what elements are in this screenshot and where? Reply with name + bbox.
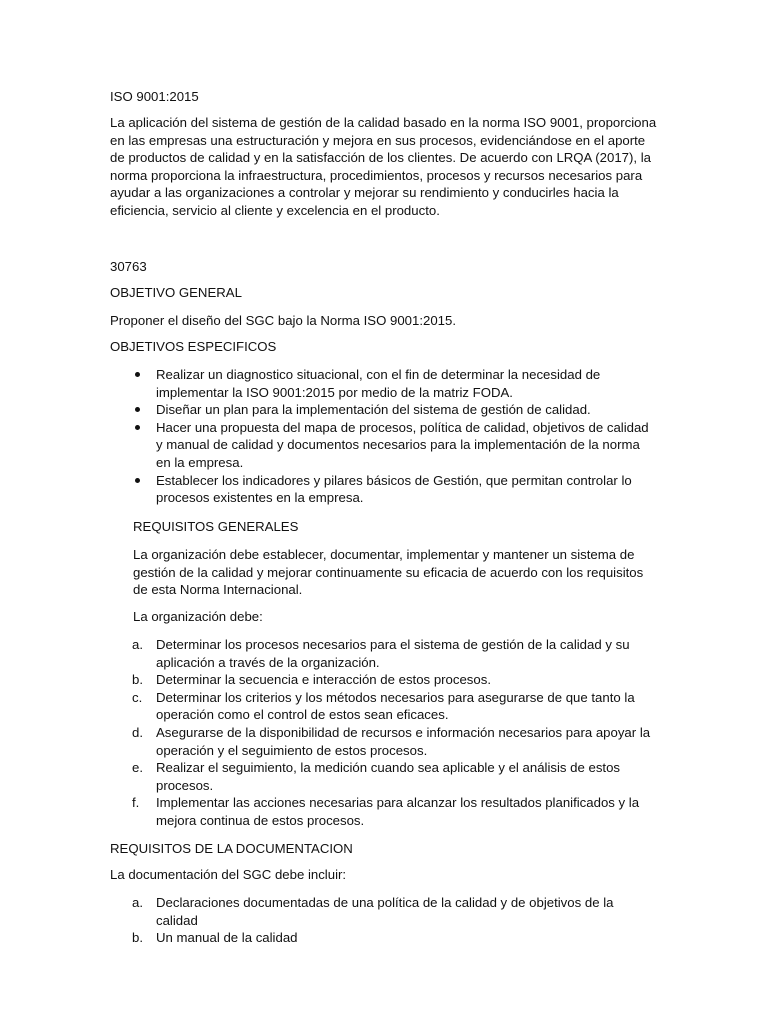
list-item — [110, 929, 658, 947]
list-item — [110, 894, 658, 929]
list-item-text: Determinar los procesos necesarios para el sistema de gestión de la calidad y su aplicación a través de la organización. — [156, 637, 630, 670]
list-item — [110, 401, 658, 419]
list-item-text: Determinar la secuencia e interacción de estos procesos. — [156, 672, 491, 688]
list-item — [110, 472, 658, 507]
list-item-text: Un manual de la calidad — [156, 930, 298, 946]
specific-objectives-heading: OBJETIVOS ESPECIFICOS — [110, 339, 277, 354]
bullet-icon — [135, 407, 140, 412]
list-marker: b. — [132, 672, 143, 688]
documentation-requirements-text: La documentación del SGC debe incluir: — [110, 867, 347, 882]
list-marker: a. — [132, 895, 143, 910]
list-item — [110, 689, 658, 724]
document-title: ISO 9001:2015 — [110, 89, 199, 104]
list-marker: c. — [132, 689, 143, 705]
general-objective-text: Proponer el diseño del SGC bajo la Norma ISO 9001:2015. — [110, 313, 457, 328]
list-marker: e. — [132, 760, 143, 776]
organization-must-label: La organización debe: — [133, 609, 263, 624]
documentation-requirements-list — [110, 894, 658, 947]
list-item-text: Establecer los indicadores y pilares básicos de Gestión, que permitan controlar lo procesos existentes en la empresa. — [156, 472, 632, 506]
list-item — [110, 759, 658, 794]
list-item-text: Asegurarse de la disponibilidad de recursos e información necesarios para apoyar la operación y el seguimiento de estos procesos. — [156, 724, 651, 758]
general-requirements-text: La organización debe establecer, documentar, implementar y mantener un sistema de gestión de la calidad y mejorar continuamente su eficacia de acuerdo con los requisitos de esta Norma Internacional. — [133, 547, 644, 598]
bullet-icon — [135, 425, 140, 430]
specific-objectives-list — [110, 366, 658, 507]
organization-requirements-list — [110, 636, 658, 830]
list-item-text: Hacer una propuesta del mapa de procesos, política de calidad, objetivos de calidad y manual de calidad y documentos necesarios para la implementación de la norma en la empresa. — [156, 419, 649, 470]
general-objective-heading: OBJETIVO GENERAL — [110, 285, 242, 300]
list-marker: a. — [132, 637, 143, 652]
list-item — [110, 419, 658, 472]
list-item-text: Realizar un diagnostico situacional, con el fin de determinar la necesidad de implementar la ISO 9001:2015 por medio de la matriz FODA. — [156, 367, 601, 400]
list-item-text: Determinar los criterios y los métodos necesarios para asegurarse de que tanto la operación como el control de estos sean eficaces. — [156, 689, 635, 723]
list-marker: b. — [132, 930, 143, 946]
general-requirements-heading: REQUISITOS GENERALES — [133, 519, 299, 534]
bullet-icon — [135, 478, 140, 483]
list-marker: d. — [132, 724, 143, 740]
list-item-text: Declaraciones documentadas de una política de la calidad y de objetivos de la calidad — [156, 895, 614, 928]
list-item — [110, 636, 658, 671]
list-item — [110, 794, 658, 829]
list-item-text: Realizar el seguimiento, la medición cuando sea aplicable y el análisis de estos procesos. — [156, 760, 621, 793]
list-item — [110, 724, 658, 759]
intro-paragraph: La aplicación del sistema de gestión de la calidad basado en la norma ISO 9001, proporciona en las empresas una estructuración y mejora en sus procesos, evidenciándose en el aporte de productos de calidad y en la satisfacción de los clientes. De acuerdo con LRQA (2017), la norma proporciona la infraestructura, procedimientos, procesos y recursos necesarios para ayudar a las organizaciones a controlar y mejorar su rendimiento y conducirles hacia la eficiencia, servicio al cliente y excelencia en el producto. — [110, 115, 657, 218]
list-item-text: Diseñar un plan para la implementación del sistema de gestión de calidad. — [156, 402, 591, 418]
code-number: 30763 — [110, 259, 147, 274]
list-item — [110, 671, 658, 689]
bullet-icon — [135, 372, 140, 377]
list-item — [110, 366, 658, 401]
documentation-requirements-heading: REQUISITOS DE LA DOCUMENTACION — [110, 841, 353, 856]
list-item-text: Implementar las acciones necesarias para alcanzar los resultados planificados y la mejora continua de estos procesos. — [156, 795, 640, 828]
list-marker: f. — [132, 795, 140, 811]
